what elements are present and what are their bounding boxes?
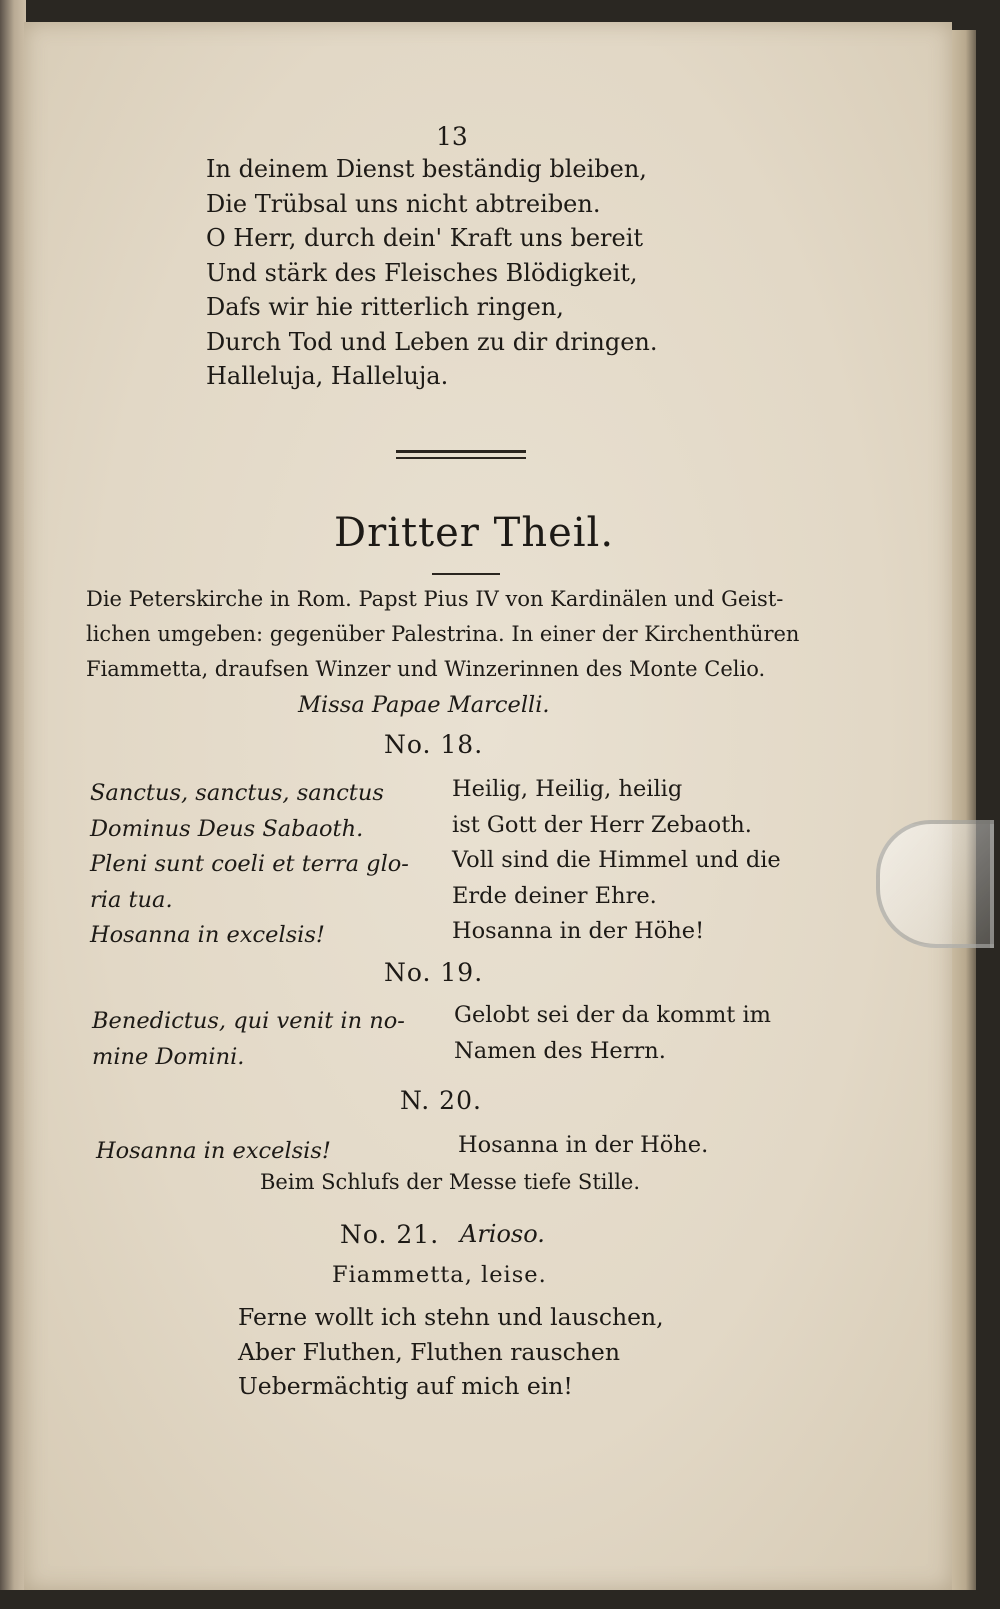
latin-text — [92, 1004, 405, 1075]
stage-line: lichen umgeben: gegenüber Palestrina. In einer der Kirchenthüren — [86, 622, 800, 646]
german-line: Hosanna in der Höhe. — [458, 1132, 709, 1158]
latin-line: Sanctus, sanctus, sanctus — [90, 780, 384, 806]
section-heading: Dritter Theil. — [334, 510, 615, 556]
verse-line: In deinem Dienst beständig bleiben, — [206, 155, 647, 183]
latin-line: ria tua. — [90, 886, 173, 913]
verse-line: Die Trübsal uns nicht abtreiben. — [206, 189, 601, 218]
german-line: Erde deiner Ehre. — [452, 882, 657, 909]
book-page — [24, 22, 952, 1590]
number-label: No. 21. — [340, 1220, 440, 1249]
stage-direction — [86, 582, 806, 687]
latin-text — [90, 776, 409, 954]
verse-line: Aber Fluthen, Fluthen rauschen — [238, 1337, 620, 1366]
verse-line: Durch Tod und Leben zu dir dringen. — [206, 327, 658, 356]
double-rule — [396, 457, 526, 459]
speaker-direction: Fiammetta, leise. — [332, 1262, 547, 1288]
verse-line: Und stärk des Fleisches Blödigkeit, — [206, 258, 638, 287]
stage-note: Beim Schlufs der Messe tiefe Stille. — [260, 1170, 641, 1194]
latin-line: Benedictus, qui venit in no- — [92, 1008, 405, 1034]
verse-line: Ferne wollt ich stehn und lauschen, — [238, 1303, 664, 1331]
latin-line: Hosanna in excelsis! — [96, 1138, 331, 1164]
german-line: Namen des Herrn. — [454, 1037, 666, 1064]
book-spine-edge — [0, 0, 26, 1590]
arioso-label: Arioso. — [460, 1220, 545, 1248]
page-clip — [876, 820, 994, 948]
number-label: No. 19. — [384, 958, 484, 987]
german-line: Heilig, Heilig, heilig — [452, 776, 683, 802]
page-stack-edge — [950, 30, 976, 1590]
german-text — [454, 998, 771, 1069]
latin-line: Hosanna in excelsis! — [90, 922, 325, 948]
german-line: Voll sind die Himmel und die — [452, 847, 781, 873]
german-text — [452, 772, 781, 950]
verse-line: Dafs wir hie ritterlich ringen, — [206, 293, 564, 321]
latin-line: Pleni sunt coeli et terra glo- — [90, 851, 409, 877]
german-line: ist Gott der Herr Zebaoth. — [452, 811, 752, 838]
latin-line: Dominus Deus Sabaoth. — [90, 815, 364, 842]
verse-line: Halleluja, Halleluja. — [206, 362, 449, 390]
german-line: Hosanna in der Höhe! — [452, 918, 705, 944]
double-rule — [396, 450, 526, 453]
german-line: Gelobt sei der da kommt im — [454, 1002, 772, 1028]
page-number: 13 — [436, 122, 468, 151]
stage-line: Die Peterskirche in Rom. Papst Pius IV von Kardinälen und Geist- — [86, 587, 784, 611]
verse-line: O Herr, durch dein' Kraft uns bereit — [206, 224, 644, 252]
stage-line: Fiammetta, draufsen Winzer und Winzerinnen des Monte Celio. — [86, 657, 766, 681]
heading-rule — [432, 573, 500, 575]
number-label: No. 18. — [384, 730, 484, 759]
number-label: N. 20. — [400, 1086, 482, 1115]
verse-line: Uebermächtig auf mich ein! — [238, 1372, 573, 1400]
verse-top — [206, 152, 657, 394]
verse-bottom — [238, 1300, 664, 1404]
latin-line: mine Domini. — [92, 1043, 245, 1070]
mass-title: Missa Papae Marcelli. — [298, 692, 550, 718]
